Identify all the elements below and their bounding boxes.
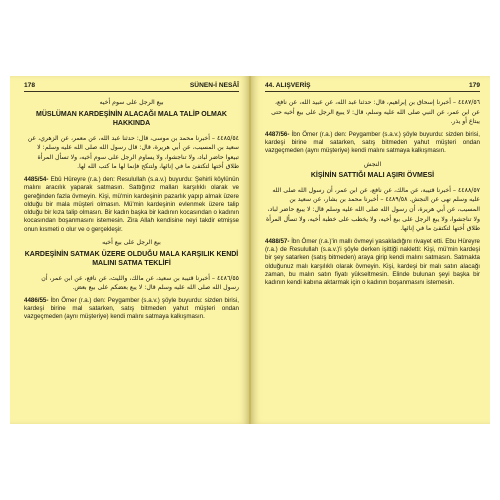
hadith-arabic: ٤٤٨٥/٥٤ – أخبرنا محمد بن موسى، قال: حدثنا عبد الله، عن معمر، عن الزهري، عن سعيد بن المسيب، عن أبي هريرة، قال: قال رسول الله صلى الله عليه وسلم: لا تبيعوا حاضر لباد، ولا تناجشوا، ولا يساوم الرجل على سوم أخيه، ولا تسأل المرأة طلاق أختها لتكتفئ ما في إنائها، ولتنكح فإنما لها ما كتب الله لها. [27,134,239,171]
page-number: 178 [24,82,36,89]
hadith-translation [24,297,239,322]
hadith-arabic: ٤٤٨٧/٥٦ – أخبرنا إسحاق بن إبراهيم، قال: حدثنا عبد الله، عن عبيد الله، عن نافع، عن ابن عمر، عن النبي صلى الله عليه وسلم، قال: لا يبيع الرجل على بيع أخيه حتى يبتاع أو يذر. [271,99,480,126]
hadith-text: Ebû Hüreyre (r.a.) den: Resulullah (s.a.v.) buyurdu: Şehirli köylünün malını aracılık yaparak satmasın. Sattığınız malları karşılıklı olarak ve gereğinden fazla övmeyin. Kişi, mü'min kardeşinin pazarlık yapıp almak üzere olduğu bir mala müşteri olmasın. Mü'min kardeşinin evlenmek üzere talip olduğu bir kıza talip olmasın. Bir kadın başka bir kadının kocasından o kadının kocasından boşanmasını istemesin. Zira Allah kendisine neyi takdir etmişse onun kısmeti o olur ve o gerçekleşir. [24,175,239,233]
page-number: 179 [468,82,480,89]
chapter-title: MÜSLÜMAN KARDEŞİNİN ALACAĞI MALA TALİP OLMAK HAKKINDA [36,110,227,128]
chapter-title-arabic: بيع الرجل على سوم أخيه [99,99,164,106]
chapter-title-arabic: بيع الرجل على بيع أخيه [102,239,161,247]
hadith-arabic: ٤٤٨٨/٥٧ – أخبرنا قتيبة، عن مالك، عن نافع، عن ابن عمر، أن رسول الله صلى الله عليه وسلم نهى عن النجش. ٤٤٨٩/٥٨ – أخبرنا محمد بن بشار، عن سعيد بن المسيب، عن أبي هريرة، أن رسول الله صلى الله عليه وسلم قال: لا يبيع حاضر لباد، ولا تناجشوا، ولا يبع الرجل على بيع أخيه، ولا يخطب على خطبة أخيه، ولا تسأل المرأة طلاق أختها لتكتفئ ما في إنائها. [266,186,480,233]
hadith-translation [265,238,480,288]
running-title: SÜNEN-İ NESÂÎ [189,82,239,89]
hadith-number: 4485/54- [24,175,49,183]
chapter-title: KİŞİNİN SATTIĞI MALI AŞIRI ÖVMESİ [310,172,435,180]
hadith-text: İbn Ömer (r.a.) den: Peygamber (s.a.v.) şöyle buyurdu: sizden birisi, kardeşi birine mal satarken, satış bitmeden yahut müşteri ondan vazgeçmeden (aynı müşteriye) kendi malını satmaya kalkışmasın. [24,296,239,321]
hadith-text: İbn Ömer (r.a.)'in mallı övmeyi yasakladığını rivayet etti. Ebu Hüreyre (r.a.) de Resulullah (s.a.v.)'i şöyle derken işittiği nakletti: Kişi, mü'min kardeşi bir şey satarken (satış bitmeden) araya girip kendi malını satmasın. Satmakta olduğunuz malı karşılıklı olarak övmeyin. Kişi, kardeşi bir malı satın alacağı zaman, bu malın satın fiyatı yükseltmesin. Elinde bulunan şeyi başka bir kadının kendi kabına aktarmak için o kadının boşanmasını istemesin. [265,237,480,287]
hadith-number: 4486/55- [24,296,49,304]
chapter-title-arabic: النجش [363,160,382,168]
hadith-translation [24,176,239,234]
open-book [10,76,490,424]
hadith-arabic: ٤٤٨٦/٥٥ – أخبرنا قتيبة بن سعيد، عن مالك، والليث، عن نافع، عن ابن عمر، أن رسول الله صلى الله عليه وسلم قال: لا يبع بعضكم على بيع بعض. [41,274,239,292]
right-page [251,76,490,424]
hadith-number: 4488/57- [265,237,290,245]
chapter-title: KARDEŞİNİN SATMAK ÜZERE OLDUĞU MALA KARŞILIK KENDİ MALINI SATMA TEKLİFİ [24,250,239,268]
hadith-text: İbn Ömer (r.a.) den: Peygamber (s.a.v.) şöyle buyurdu: sizden birisi, kardeşi birine mal satarken, satış bitmeden yahut müşteri ondan vazgeçmeden (aynı müşteriye) kendi malını satmaya kalkışmasın. [265,130,480,155]
hadith-number: 4487/56- [265,130,290,138]
running-title: 44. ALIŞVERİŞ [265,82,311,89]
hadith-translation [265,131,480,156]
left-page [10,76,249,424]
left-page-header [24,82,239,92]
right-page-header [265,82,480,92]
